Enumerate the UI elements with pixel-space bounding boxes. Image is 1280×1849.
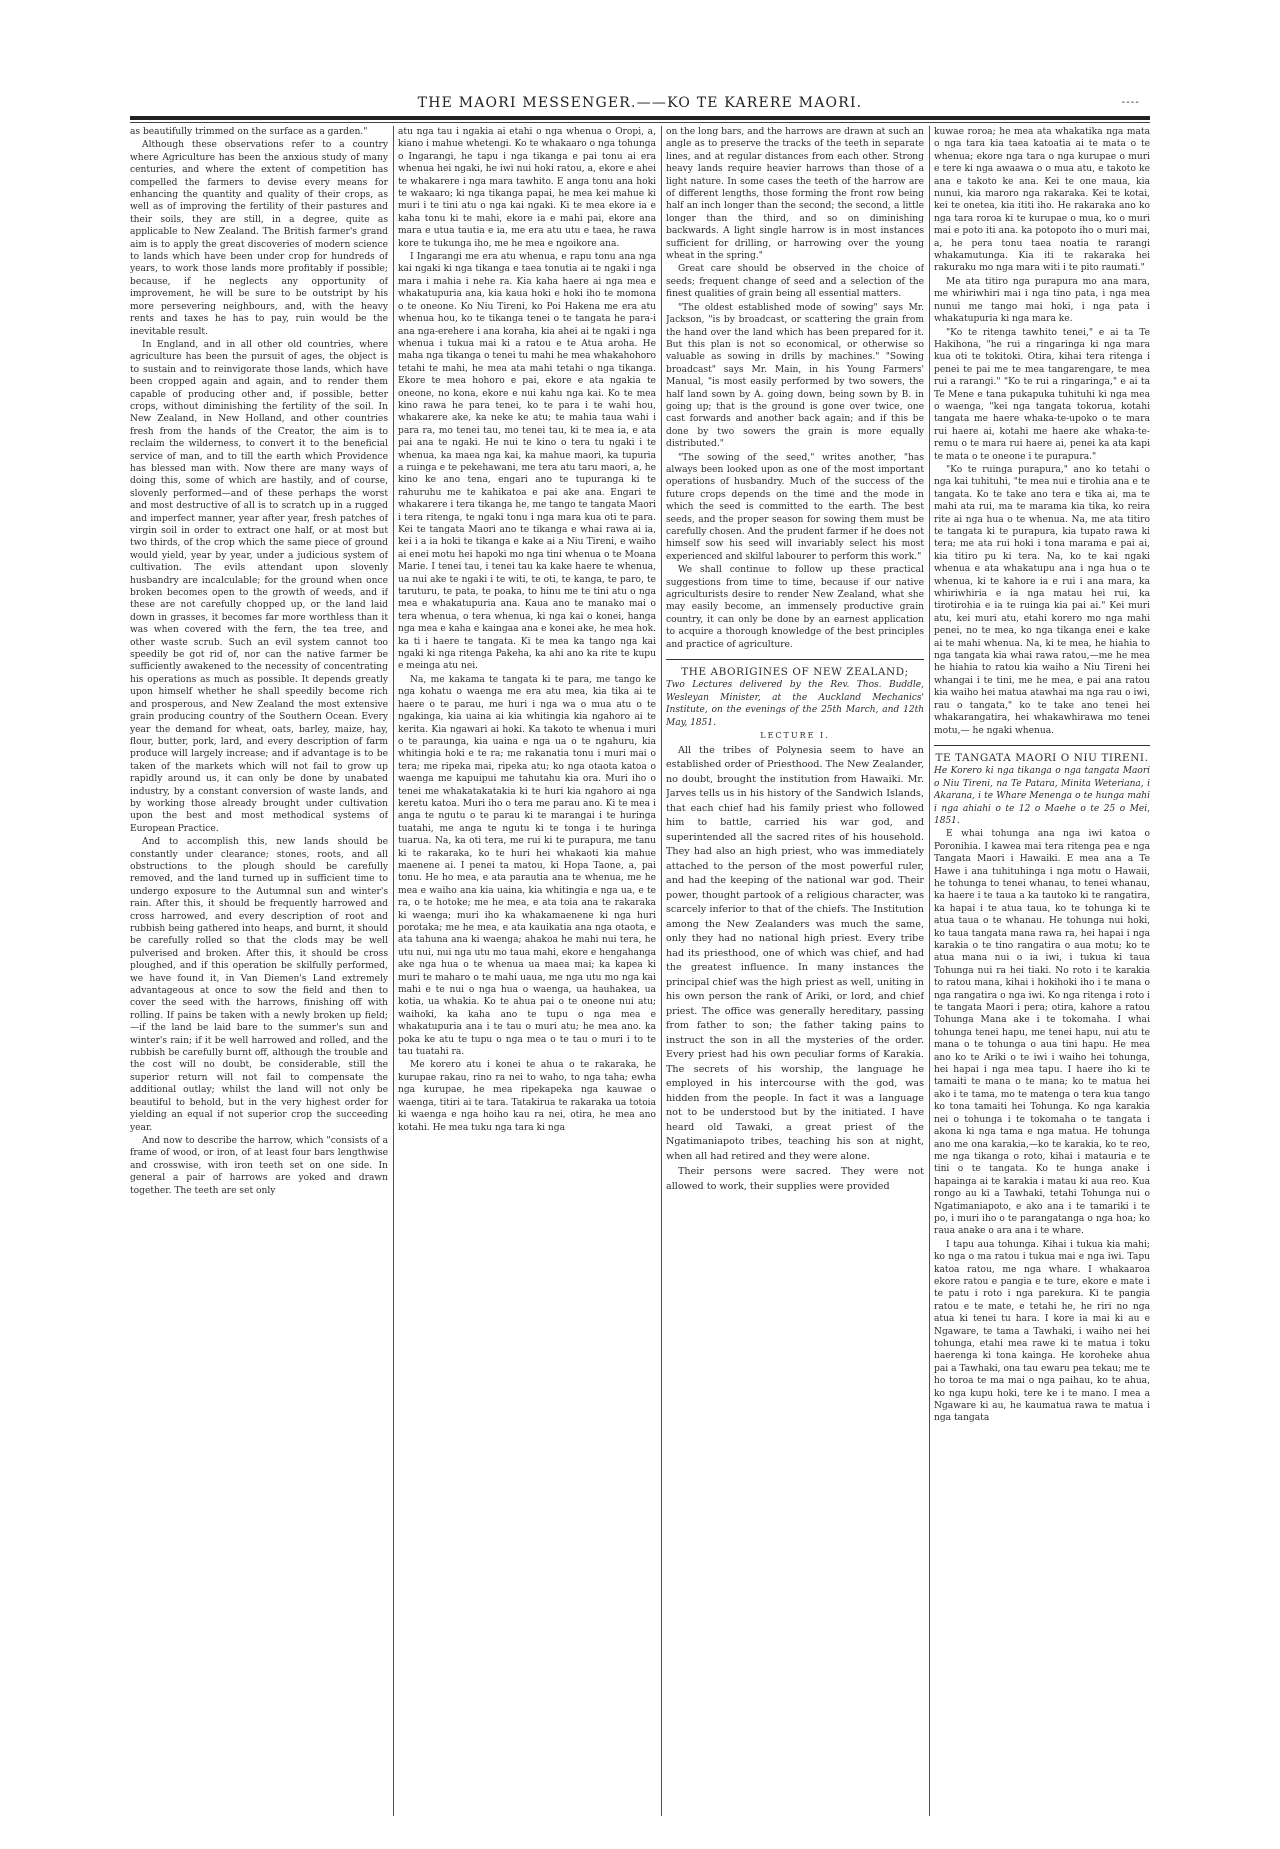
article-title-tangata: TE TANGATA MAORI O NIU TIRENI. bbox=[935, 751, 1149, 764]
section-divider bbox=[666, 659, 924, 660]
paragraph: atu nga tau i ngakia ai etahi o nga whenua o Oropi, a, kiano i mahue whetengi. Ko te whakaaro o nga tohunga o Ingarangi, he tapu i nga tikanga e pai tonu ai era whenua hei ngaki, he iwi nui hoki ratou, a, ekore e ahei te whakarere i nga mara tawhito. E anga tonu ana hoki te wakaaro; ki nga tikanga papai, he mea kei mahue ki muri i te tini atu o nga kai ngaki. Ki te mea ekore ia e kaha tonu ki te mahi, ekore ia e mahi pai, ekore ana mara e utua tautia e ia, me era atu utu e taea, he rawa kore te tukunga iho, me he mea e ngoikore ana. bbox=[398, 127, 656, 249]
paragraph: I tapu aua tohunga. Kihai i tukua kia mahi; ko nga o ma ratou i tukua mai e nga iwi. Tapu katoa ratou, me nga whare. I whakaaroa ekore ratou e pangia e te ture, ekore e mate i te patu i roto i nga parekura. Ki te pangia ratou e te mate, e tetahi he, he riri no nga atua ki tenei tu hara. I kore ia mai ki au e Ngaware, te tama a Tawhaki, i waiho nei hei tohunga, etahi mea rawe ki te matua i toku haerenga ki tona kainga. He koroheke ahua pai a Tawhaki, ona tau ewaru pea tekau; me te ho toroa te ma mai o nga paihau, ko te ahua, ko nga kupu hoki, tere ke i te mano. I mea a Ngaware ki au, he kaumatua rawa te matua i nga tangata bbox=[934, 1239, 1150, 1424]
article-subtitle: Two Lectures delivered by the Rev. Thos. Buddle, Wesleyan Minister, at the Auckland Mechanics' Institute, on the evenings of the 25th March, and 12th May, 1851. bbox=[666, 680, 924, 728]
paragraph: "The sowing of the seed," writes another, "has always been looked upon as one of the most important operations of husbandry. Much of the success of the future crops depends on the time and the mode in which the seed is committed to the earth. The best seeds, and the proper season for sowing them must be carefully chosen. And the prudent farmer if he does not himself sow his seed will invariably select his most experienced and skilful labourer to perform this work." bbox=[666, 452, 924, 562]
header-rule-thick bbox=[130, 116, 1150, 120]
column-3 bbox=[666, 126, 924, 1816]
masthead-title: THE MAORI MESSENGER.——KO TE KARERE MAORI. bbox=[417, 95, 863, 111]
column-divider bbox=[393, 126, 394, 1816]
paragraph: E whai tohunga ana nga iwi katoa o Poronihia. I kawea mai tera ritenga pea e nga Tangata Maori i Hawaiki. E mea ana a Te Hawe i ana tuhituhinga i nga motu o Hawaii, he tohunga to tenei whanau, to tenei whanau, ka haere i te taua a ka tautoko ki te rangatira, ka hapai i te atua taua, ko te tohunga ki te atua taua o te whanau. He tohunga nui hoki, ko taua tangata mana rawa ra, hei hapai i nga karakia o te tino rangatira o aua motu; ko te atua mana nui o ia iwi, i tukua ki taua Tohunga nui ra hei tiaki. No roto i te karakia to ratou mana, kihai i hokihoki iho i te mana o nga rangatira o nga iwi. Ko nga ritenga i roto i te tangata Maori i pera; otira, kahore a ratou Tohunga Mana ake i te tokomaha. I whai tohunga tenei hapu, me tenei hapu, nui atu te mana o te tohunga o aua tini hapu. He mea ano ko te Ariki o te iwi i waiho hei tohunga, hei hapai i nga mea tapu. I haere iho ki te tamaiti te mana o te mana; ko te matua hei ako i te tama, mo te matenga o tera kua tango ko tona tamaiti hei Tohunga. Ko nga karakia nei o tohunga i te tokomaha o te tangata i akona ki nga tama e nga matua. He tohunga ano me ona karakia,—ko te karakia, ko te reo, me nga tikanga o roto, kihai i matauria e te tini o te tangata. Ko te hunga anake i hapainga ai te karakia i matau ki aua reo. Kua rongo au ki a Tawhaki, tetahi Tohunga nui o Ngatimaniapoto, e ako ana i te tamariki i te po, i muri iho o te parangatanga o nga hoa; ko raua anake o ara ana i te whare. bbox=[934, 829, 1150, 1237]
lecture-heading: LECTURE I. bbox=[760, 731, 830, 741]
column-4 bbox=[934, 126, 1150, 1816]
paragraph: Although these observations refer to a country where Agriculture has been the anxious study of many centuries, and where the extent of competition has compelled the farmers to devise every means for enhancing the quantity and quality of their crops, as well as of improving the fertility of their pastures and their soils, they are still, in a degree, quite as applicable to New Zealand. The British farmer's grand aim is to apply the great discoveries of modern science to lands which have been under crop for hundreds of years, to work those lands more profitably if possible; because, if he neglects any opportunity of improvement, he will be sure to be outstript by his more persevering neighbours, and, with the heavy rents and taxes he has to pay, ruin would be the inevitable result. bbox=[130, 140, 388, 337]
paragraph: kuwae roroa; he mea ata whakatika nga mata o nga tara kia taea katoatia ai te mata o te whenua; ekore nga tara o nga kurupae o muri e tere ki nga awaawa o o mua atu, e takoto ke ana e takoto ke ana. Kei te one maua, kia nunui, kia maroro nga rakaraka. Kei te kotai, kei te onetea, kia ititi iho. He rakaraka ano ko nga tara roroa ki te kurupae o mua, ko o muri mai e poto iti ana. ka potopoto iho o muri mai, a, he pera tonu taea noatia te rarangi whakamutunga. Kia iti te rakaraka hei rakuraku mo nga mara witi i te pito raumati." bbox=[934, 127, 1150, 274]
article-subtitle: He Korero ki nga tikanga o nga tangata Maori o Niu Tireni, na Te Patara, Minita Weteriana, i Akarana, i te Whare Menenga o te hunga mahi i nga ahiahi o te 12 o Maehe o te 25 o Mei, 1851. bbox=[934, 766, 1150, 826]
article-title-aborigines: THE ABORIGINES OF NEW ZEALAND; bbox=[681, 666, 909, 679]
paragraph: Na, me kakama te tangata ki te para, me tango ke nga kohatu o waenga me era atu mea, kia tika ai te haere o te parau, me huri i nga wa o mua atu o te ngakinga, kia uaina ai kia whitingia kia ngahoro ai te kerita. Kia ngawari ai hoki. Ka takoto te whenua i muri o te paraunga, kia uaina e nga ua o te ngahuru, kia whitingia hoki e te ra; me rakanatia tonu i muri mai o tera; me ripeka mai, ripeka atu; ko nga otaota katoa o waenga me kapuipui me tahutahu kia ora. Muri iho o tenei me whakatakatakia ki te huri kia ngahoro ai nga keretu katoa. Muri iho o tera me parau ano. Ki te mea i anga te ngutu o te parau ki te marangai i te huringa tuatahi, me anga te ngutu ki te tonga i te huringa tuarua. Na, ka oti tera, me rui ki te purapura, me tanu ki te rakaraka, ko te huri hei whakaoti kia mahue maenene ai. I penei ta matou, ki Hopa Taone, a, pai tonu. He ho mea, e ata parautia ana te whenua, me he mea e waiho ana kia uaina, kia whitingia e nga ua, e te ra, o te hotoke; me he mea, e ata toia ana te rakaraka ki waenga; muri iho ka whakamaenene ki nga huri porotaka; me he mea, e ata kauikatia ana nga otaota, e ata tahuna ana ki waenga; ahakoa he mahi nui tera, he utu nui, nui nga utu mo taua mahi, ekore e hengahanga ake nga hua o te whenua ua maea mai; ka kapea ki muri te maharo o te mahi uaua, me nga utu mo nga kai mahi e te nui o nga hua o waenga, ua hauhakea, ua kotia, ua whakia. Ko te ahua pai o te oneone nui atu; waihoki, ka kaha ano te tupu o nga mea e whakatupuria ana i te tau o muri atu; he mea ano. ka poka ke atu te tupu o nga mea o te tau o muri i to te tau tuatahi ra. bbox=[398, 674, 656, 1058]
column-1-english-agriculture bbox=[130, 126, 388, 1816]
paragraph: "Ko te ruinga purapura," ano ko tetahi o nga kai tuhituhi, "te mea nui e tirohia ana e te tangata. Ko te take ano tera e tika ai, ma te mahi ata rui, ma te marama kia tika, ko reira rite ai nga hua o te whenua. Na, me ata titiro te tangata ki te purapura, kia tupato rawa ki tera; me ata rui hoki i tona marama e pai ai, kia titiro pu ki tera. Na, ko te kai ngaki whenua e ata whakatupu ana i nga hua o te whenua, ki te kahore ia e rui i ana mara, ka whiriwhiria e ia nga matau hei rui, ka tirotirohia e ia te ruinga kia pai ai." Kei muri atu, kei muri atu, etahi korero mo nga mahi penei, no te mea, ko nga tikanga enei e kake ai te mahi whenua. Na, ki te mea, he hiahia to nga tangata kia whai rawa ratou,—me he mea he hiahia to ratou kia waiho a Niu Tireni hei whangai i te tini, me he mea, e pai ana ratou kia waiho hei matua atawhai ma nga rau o iwi, rau o tangata," ko te take ano tenei hei whakarangatira, hei whakawhirawa mo tenei motu,— he ngaki whenua. bbox=[934, 464, 1150, 736]
paragraph: "The oldest established mode of sowing" says Mr. Jackson, "is by broadcast, or scattering the grain from the hand over the land which has been prepared for it. But this plan is not so economical, or otherwise so valuable as sowing in drills by machines." "Sowing broadcast" says Mr. Main, in his Young Farmers' Manual, "is most easily performed by two sowers, the half land sown by A. going down, being sown by B. in going up; that is the ground is gone over twice, one cast forwards and another back again; and if this be done by two sowers the grain is more equally distributed." bbox=[666, 302, 924, 450]
paragraph: We shall continue to follow up these practical suggestions from time to time, because if our native agriculturists desire to render New Zealand, what she may easily become, an immensely productive grain country, it can only be done by an earnest application to acquire a thorough knowledge of the best principles and practice of agriculture. bbox=[666, 565, 924, 650]
column-divider bbox=[661, 126, 662, 1816]
paragraph: I Ingarangi me era atu whenua, e rapu tonu ana nga kai ngaki ki nga tikanga e taea tonutia ai te ngaki i nga mara i mahia i nehe ra. Kia kaha haere ai nga mea e whakatupuria ana, kia kaua hoki e hoki iho te momona o te oneone. Ko Niu Tireni, ko Poi Hakena me era atu whenua hou, ko te tikanga tenei o te tangata he para-i ana nga-erehere i ana koraha, kia ahei ai te ngaki i nga whenua i tukua mai ki a ratou e te Atua aroha. He maha nga tikanga o tenei tu mahi he mea whakahohoro tetahi te mahi, he mea ata mahi tetahi o nga tikanga. Ekore te mea hohoro e pai, ekore e ata ngakia te oneone, no kona, ekore e nui kahu nga kai. Ko te mea kino rawa he para tenei, ko te para i te wahi hou, whakarere ake, ka neke ke atu; te mahia taua wahi i para ra, mo tenei tau, mo tenei tau, ki te mea ia, e ata pai ana te ngaki. He nui te kino o tera tu ngaki i te whenua, ka maea nga kai, ka mahue maori, ka tupuria a ruinga e te pekehawani, me tera atu taru maori, a, he kino ke ano tena, engari ano te tupuranga ki te rahuruhu me te kahikatoa e pai ake ana. Engari te whakarere i tera tikanga he, me tango te tangata Maori i tera ritenga, te ngaki tonu i nga mara kua oti te para. Kei te tangata Maori ano te tikanga e whai rawa ai ia, kei i a ia hoki te tikanga e kake ai a Niu Tireni, e waiho ai enei motu hei hapoki mo nga tini whenua o te Moana Marie. I tenei tau, i tenei tau ka kake haere te whenua, ua nui ake te ngaki i te witi, te oti, te kanga, te paro, te taruturu, te pata, te poaka, to hinu me te tini atu o nga mea e whakatupuria ana. Kaua ano te manako mai o tera whenua, o tera whenua, ki nga kai o konei, hanga nga mea e kaha e kaingaa ana e konei ake, he mea hok. ka ti i haere te tangata. Ki te mea ka tango nga kai ngaki ki nga ritenga Pakeha, ka ahi ano ka rite te kupu e meinga atu nei. bbox=[398, 252, 656, 672]
paragraph: And to accomplish this, new lands should be constantly under clearance; stones, roots, and all obstructions to the plough should be carefully removed, and the land turned up in sufficient time to undergo exposure to the Autumnal sun and winter's rain. After this, it should be frequently harrowed and cross harrowed, and every description of root and rubbish being gathered into heaps, and burnt, it should be carefully rolled so that the clods may be well pulverised and broken. After this, it should be cross ploughed, and if this operation be skilfully performed, we have found it, in Van Diemen's Land extremely advantageous at once to sow the field and then to cover the seed with the harrows, finishing off with rolling. If pains be taken with a newly broken up field;—if the land be laid bare to the summer's sun and winter's rain; if it be well harrowed and rolled, and the rubbish be carefully burnt off, although the trouble and the cost will no doubt, be considerable, still the superior return will not fail to compensate the additional outlay; whilst the land will not only be beautiful to behold, but in the very highest order for yielding an equal if not superior crop the succeeding year. bbox=[130, 837, 388, 1133]
paragraph: Me korero atu i konei te ahua o te rakaraka, he kurupae rakau, rino ra nei to waho, to nga taha; ewha nga kurupae, he mea ripekapeka nga kauwae o waenga, titiri ai te tara. Tatakirua te rakaraka ua totoia ki waenga e nga hoiho kau ra nei, otira, he mea ano kotahi. He mea tuku nga tara ki nga bbox=[398, 1060, 656, 1133]
paragraph: on the long bars, and the harrows are drawn at such an angle as to preserve the tracks of the teeth in separate lines, and at regular distances from each other. Strong heavy lands require heavier harrows than those of a light nature. In some cases the teeth of the harrow are of different lengths, those forming the front row being half an inch longer than the second; the second, a little longer than the third, and so on diminishing backwards. A light single harrow is in most instances sufficient for drilling, or harrowing over the young wheat in the spring." bbox=[666, 127, 924, 262]
paragraph: Great care should be observed in the choice of seeds; frequent change of seed and a selection of the finest qualities of grain being all essential matters. bbox=[666, 264, 924, 300]
column-divider bbox=[929, 126, 930, 1816]
paragraph: "Ko te ritenga tawhito tenei," e ai ta Te Hakihona, "he rui a ringaringa ki nga mara kua oti te tokitoki. Otira, kihai tera ritenga i penei te pai me te mea tangarengare, te mea rui a rarangi." "Ko te rui a ringaringa," e ai ta Te Mene e tana pukapuka tuhituhi ki nga mea o waenga, "kei nga tangata tokorua, kotahi tangata me haere whaka-te-upoko o te mara rui haere ai, kotahi me haere ake whaka-te-remu o te mara rui haere ai, penei ka ata kapi te mata o te oneone i te purapura." bbox=[934, 327, 1150, 462]
paragraph: And now to describe the harrow, which "consists of a frame of wood, or iron, of at least four bars lengthwise and crosswise, with iron teeth set on one side. In general a pair of harrows are yoked and drawn together. The teeth are set only bbox=[130, 1135, 388, 1196]
paragraph: Me ata titiro nga purapura mo ana mara, me whiriwhiri mai i nga tino pata, i nga mea nunui me tango mai hoki, i nga pata i whakatupuria ki nga mara ke. bbox=[934, 276, 1150, 325]
page-mark: ---- bbox=[1121, 97, 1140, 108]
paragraph: as beautifully trimmed on the surface as a garden." bbox=[130, 127, 368, 137]
header-rule-thin bbox=[130, 122, 1150, 123]
paragraph: Their persons were sacred. They were not allowed to work, their supplies were provided bbox=[666, 1166, 924, 1192]
page-header bbox=[130, 95, 1150, 117]
paragraph: In England, and in all other old countries, where agriculture has been the pursuit of ages, the object is to sustain and to reinvigorate those lands, which have been cropped again and again, and to render them capable of producing other and, if possible, better crops, without diminishing the fertility of the soil. In New Zealand, in New Holland, and other countries fresh from the hands of the Creator, the aim is to reclaim the wilderness, to convert it to the beneficial service of man, and to till the earth which Providence has blessed man with. Now there are many ways of doing this, some of which are hastily, and of course, slovenly performed—and of these perhaps the worst and most destructive of all is to scratch up in a rugged and imperfect manner, year after year, fresh patches of virgin soil in order to extract one half, or at most but two thirds, of the crop which the same piece of ground would yield, year by year, under a judicious system of cultivation. The evils attendant upon slovenly husbandry are incalculable; for the ground when once broken becomes open to the growth of weeds, and if these are not carefully chopped up, or the land laid down in grasses, it becomes far more worthless than it was when covered with the fern, the tea tree, and other waste scrub. Such an evil system cannot too speedily be got rid of, nor can the native farmer be sufficiently awakened to the necessity of concentrating his operations as much as possible. It depends greatly upon himself whether he shall speedily become rich and prosperous, and New Zealand the most extensive grain producing country of the Southern Ocean. Every year the demand for wheat, oats, barley, maize, hay, flour, butter, pork, lard, and every description of farm produce will largely increase; and if advantage is to be taken of the markets which will not fail to grow up rapidly around us, it can only be done by unabated industry, by a constant conversion of waste lands, and by working those already brought under cultivation upon the best and most methodical systems of European Practice. bbox=[130, 339, 388, 834]
section-divider bbox=[934, 745, 1150, 746]
paragraph: All the tribes of Polynesia seem to have an established order of Priesthood. The New Zealander, no doubt, brought the institution from Hawaiki. Mr. Jarves tells us in his history of the Sandwich Islands, that each chief had his family priest who followed him to battle, carried his war god, and superintended all the sacred rites of his household. They had also an high priest, who was immediately attached to the person of the most powerful ruler, and had the keeping of the national war god. Their power, thought partook of a religious character, was scarcely inferior to that of the chiefs. The Institution among the New Zealanders was much the same, only they had no national high priest. Every tribe had its priesthood, one of which was chief, and had the greatest influence. In many instances the principal chief was the high priest as well, uniting in his own person the rank of Ariki, or lord, and chief priest. The office was generally hereditary, passing from father to son; the father taking pains to instruct the son in all the mysteries of the order. Every priest had his own peculiar forms of Karakia. The secrets of his worship, the language he employed in his intercourse with the god, was hidden from the people. In fact it was a language not to be understood but by the initiated. I have heard old Tawaki, a great priest of the Ngatimaniapoto tribes, teaching his son at night, when all had retired and they were alone. bbox=[666, 744, 924, 1162]
column-2-maori-agriculture bbox=[398, 126, 656, 1816]
